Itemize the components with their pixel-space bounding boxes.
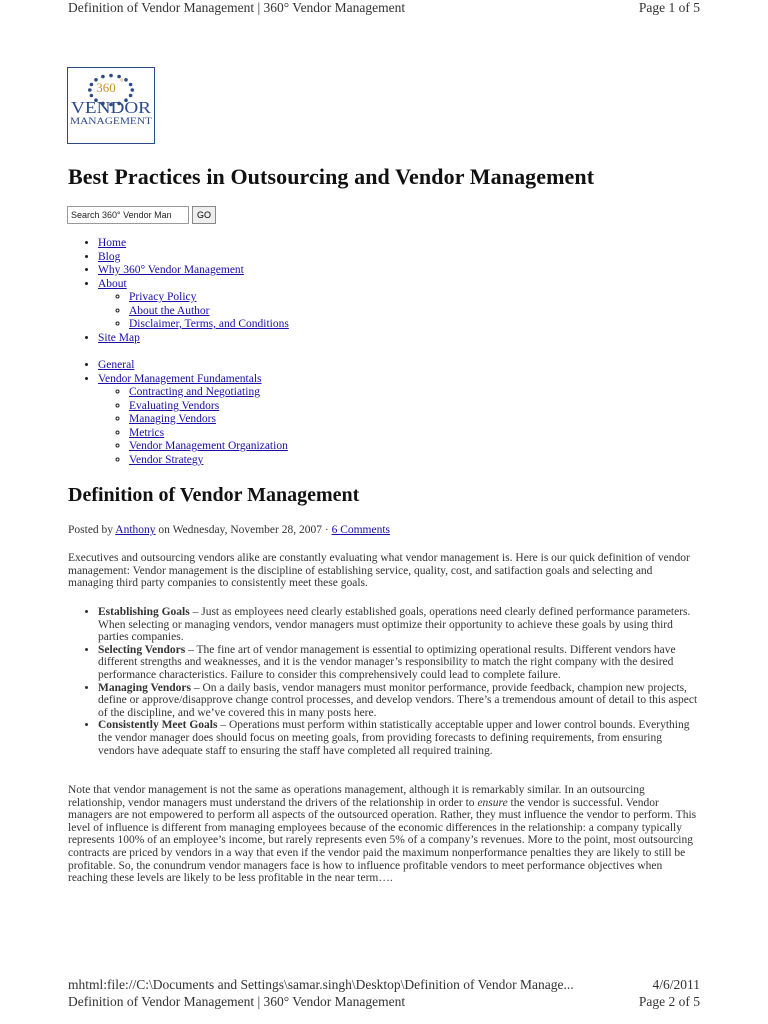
byline-prefix: Posted by bbox=[68, 524, 116, 536]
byline-date: on Wednesday, November 28, 2007 · bbox=[155, 524, 332, 536]
print-header bbox=[68, 0, 700, 18]
fundamentals-submenu bbox=[98, 386, 288, 467]
category-item-evaluating bbox=[129, 400, 288, 414]
bullet-item bbox=[98, 682, 700, 720]
logo-dot bbox=[124, 78, 128, 82]
category-item-general bbox=[98, 359, 288, 373]
bullet-item bbox=[98, 644, 700, 682]
nav-link-privacy[interactable]: Privacy Policy bbox=[129, 291, 197, 303]
logo-dot bbox=[90, 94, 94, 98]
post-intro: Executives and outsourcing vendors alike are constantly evaluating what vendor management is. Here is our quick definition of vendor management: Vendor management is the discipline of establishing service, quality, cost, and satifaction goals and selecting and managing third party companies to consistently meet these goals. bbox=[68, 552, 690, 590]
category-link-fundamentals[interactable]: Vendor Management Fundamentals bbox=[98, 372, 262, 385]
nav-link-blog[interactable]: Blog bbox=[98, 250, 121, 263]
bullet-term: Managing Vendors bbox=[98, 681, 191, 694]
nav-item-home bbox=[98, 237, 289, 251]
print-footer-date: 4/6/2011 bbox=[652, 977, 700, 992]
search-input[interactable] bbox=[67, 206, 189, 224]
nav-link-why[interactable]: Why 360° Vendor Management bbox=[98, 264, 244, 276]
nav-item-sitemap bbox=[98, 332, 289, 346]
logo-graphic bbox=[68, 68, 154, 143]
site-logo[interactable] bbox=[67, 67, 155, 144]
logo-number: 360 bbox=[96, 80, 116, 95]
bullet-text: – Operations must perform within statistically acceptable upper and lower control bounds. Everything the vendor manager does should focus on meeting goals, from providing forecasts to defining requirements, from ensuring vendors have adequate staff to ensuring the staff have completed all required training. bbox=[98, 719, 690, 757]
post-bullets bbox=[68, 606, 700, 757]
para2-text-a: Note that vendor management is not the same as operations management, although it is remarkably similar. In an outsourcing relationship, vendor managers must understand the drivers of the relationship in order to bbox=[68, 784, 645, 809]
category-link-managing[interactable]: Managing Vendors bbox=[129, 413, 216, 425]
post-byline bbox=[68, 524, 390, 536]
category-item-metrics bbox=[129, 427, 288, 441]
category-link-contracting[interactable]: Contracting and Negotiating bbox=[129, 386, 260, 398]
nav-link-disclaimer[interactable]: Disclaimer, Terms, and Conditions bbox=[129, 318, 289, 330]
para2-text-b: the vendor is successful. Vendor managers are not empowered to perform all aspects of the outsourced operation. Rather, they must influence the vendor to perform. This level of influence is different from managing employees because of the economic differences in the relationship: a company typically represents 100% of an employee’s income, but rarely represents even 5% of a company’s revenues. More to the point, most outsourcing contracts are priced by vendors in a way that even if the vendor paid the maximum nonperformance penalties they are likely to still be profitable. So, the conundrum vendor managers face is how to influence profitable vendors to meet performance objectives when reaching these levels are likely to be less profitable in the near term…. bbox=[68, 796, 697, 885]
print-header-2-title: Definition of Vendor Management | 360° Vendor Management bbox=[68, 994, 406, 1009]
logo-dot bbox=[90, 83, 94, 87]
nav-link-about[interactable]: About bbox=[98, 277, 127, 290]
nav-item-blog bbox=[98, 251, 289, 265]
about-submenu bbox=[98, 291, 289, 332]
nav-link-home[interactable]: Home bbox=[98, 237, 127, 249]
site-title: Best Practices in Outsourcing and Vendor Management bbox=[68, 164, 595, 189]
category-link-strategy[interactable]: Vendor Strategy bbox=[129, 453, 204, 466]
category-link-metrics[interactable]: Metrics bbox=[129, 426, 165, 439]
nav-item-disclaimer bbox=[129, 318, 289, 332]
logo-line1: VENDOR bbox=[71, 98, 152, 117]
para2-emphasis: ensure bbox=[477, 796, 508, 809]
print-header-page2 bbox=[68, 994, 700, 1010]
post-paragraph-2 bbox=[68, 784, 700, 885]
nav-item-author bbox=[129, 305, 289, 319]
bullet-text: – The fine art of vendor management is essential to optimizing operational results. Different vendors have different strengths and weaknesses, and it is the vendor manager’s responsibility to match the right company with the desired performance characteristics. Failure to consider this comprehensively could lead to complete failure. bbox=[98, 643, 676, 681]
bullet-item bbox=[98, 606, 700, 644]
category-link-organization[interactable]: Vendor Management Organization bbox=[129, 440, 288, 452]
print-footer-url: mhtml:file://C:\Documents and Settings\samar.singh\Desktop\Definition of Vendor Manage... bbox=[68, 977, 574, 992]
print-footer bbox=[68, 977, 700, 993]
category-link-general[interactable]: General bbox=[98, 359, 135, 371]
search-form bbox=[67, 206, 216, 224]
post-title: Definition of Vendor Management bbox=[68, 484, 360, 506]
category-link-evaluating[interactable]: Evaluating Vendors bbox=[129, 399, 220, 412]
nav-item-why bbox=[98, 264, 289, 278]
logo-dot bbox=[131, 88, 135, 92]
nav-link-author[interactable]: About the Author bbox=[129, 304, 210, 317]
logo-dot bbox=[129, 83, 133, 87]
print-header-title: Definition of Vendor Management | 360° Vendor Management bbox=[68, 0, 406, 15]
print-header-2-page: Page 2 of 5 bbox=[638, 994, 700, 1009]
category-item-strategy bbox=[129, 454, 288, 468]
main-nav bbox=[68, 237, 289, 345]
category-item-fundamentals bbox=[98, 373, 288, 468]
category-nav bbox=[68, 359, 288, 467]
logo-dot bbox=[109, 74, 113, 78]
nav-item-privacy bbox=[129, 291, 289, 305]
logo-dot bbox=[101, 75, 105, 79]
bullet-term: Establishing Goals bbox=[98, 606, 190, 618]
category-item-organization bbox=[129, 440, 288, 454]
bullet-term: Selecting Vendors bbox=[98, 643, 186, 656]
search-go-button[interactable]: GO bbox=[192, 206, 216, 224]
logo-dot bbox=[88, 88, 92, 92]
nav-link-sitemap[interactable]: Site Map bbox=[98, 331, 140, 344]
logo-dot bbox=[129, 94, 133, 98]
bullet-term: Consistently Meet Goals bbox=[98, 719, 218, 732]
bullet-item bbox=[98, 719, 700, 757]
print-header-page: Page 1 of 5 bbox=[638, 0, 700, 15]
author-link[interactable]: Anthony bbox=[115, 524, 156, 536]
logo-degree: ° bbox=[120, 77, 124, 87]
bullet-text: – On a daily basis, vendor managers must monitor performance, provide feedback, champion new projects, define or approve/disapprove change control processes, and develop vendors. There’s a tremendous amount of detail to this aspect of the discipline, and we’ve covered this in many posts here. bbox=[98, 681, 698, 719]
nav-item-about bbox=[98, 278, 289, 332]
bullet-text: – Just as employees need clearly established goals, operations need clearly defined performance parameters. When selecting or managing vendors, vendor managers must optimize their opportunity to achieve these goals by using third parties companies. bbox=[98, 606, 691, 644]
category-item-managing bbox=[129, 413, 288, 427]
comments-link[interactable]: 6 Comments bbox=[331, 524, 391, 536]
logo-line2: MANAGEMENT bbox=[70, 117, 153, 127]
category-item-contracting bbox=[129, 386, 288, 400]
